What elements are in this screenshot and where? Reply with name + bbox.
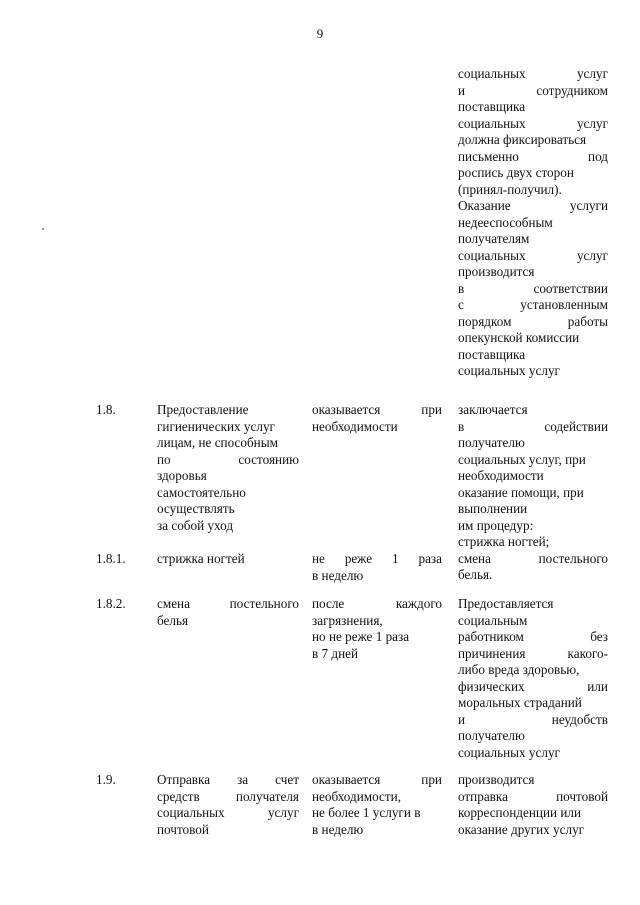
text-line: им процедур:	[458, 517, 534, 533]
text-line: в содействии	[458, 418, 608, 434]
text-line: в неделю	[312, 567, 364, 583]
text-line: социальных услуг	[458, 744, 560, 760]
text-line: и неудобств	[458, 711, 608, 727]
text-line: но не реже 1 раза	[312, 629, 410, 644]
text-line: необходимости,	[312, 788, 402, 804]
description-1-8-2	[458, 596, 608, 761]
text-line: за собой уход	[157, 517, 234, 533]
text-line: выполнении	[458, 501, 528, 516]
text-line: стрижка ногтей;	[458, 534, 550, 549]
row-number-1-9: 1.9.	[96, 772, 116, 787]
text-line: после каждого	[312, 596, 442, 611]
text-line: моральных страданий	[458, 695, 582, 710]
text-line: корреспонденции или	[458, 805, 582, 820]
text-line: почтовой	[157, 821, 209, 837]
page-number: 9	[316, 26, 324, 41]
text-line: оказание других услуг	[458, 821, 585, 837]
text-line: физических или	[458, 678, 608, 694]
text-line: должна фиксироваться	[458, 132, 587, 147]
text-line: производится	[458, 264, 535, 279]
text-line: с установленным	[458, 297, 608, 312]
text-line: социальных услуг	[157, 805, 299, 820]
text-line: самостоятельно	[157, 484, 246, 500]
text-line: и сотрудником	[458, 82, 608, 98]
text-line: производится	[458, 772, 535, 787]
text-line: гигиенических услуг	[157, 418, 275, 434]
description-1-8	[458, 402, 608, 584]
text-line: опекунской комиссии	[458, 330, 580, 345]
text-line: (принял-получил).	[458, 181, 562, 197]
service-name-1-9	[157, 772, 299, 838]
text-line: в 7 дней	[312, 645, 359, 661]
service-name-1-8-2	[157, 596, 299, 629]
text-line: получателям	[458, 231, 530, 246]
text-line: не более 1 услуги в	[312, 805, 421, 820]
text-line: в соответствии	[458, 280, 608, 296]
text-line: социальным	[458, 612, 528, 628]
text-line: получателю	[458, 435, 525, 450]
text-line: не реже 1 раза	[312, 551, 442, 566]
text-line: белья	[157, 612, 189, 628]
text-line: либо вреда здоровью,	[458, 662, 580, 677]
text-line: в неделю	[312, 821, 364, 837]
text-line: причинения какого-	[458, 645, 608, 661]
text-line: получателю	[458, 728, 525, 743]
text-line: поставщика	[458, 99, 526, 114]
text-line: Отправка за счет	[157, 772, 299, 787]
frequency-1-8	[312, 402, 442, 435]
text-line: белья.	[458, 567, 493, 582]
text-line: оказание помощи, при	[458, 484, 584, 500]
text-line: социальных услуг, при	[458, 451, 586, 467]
text-line: необходимости	[312, 418, 398, 434]
text-line: работником без	[458, 629, 608, 644]
text-line: по состоянию	[157, 451, 299, 467]
text-line: стрижка ногтей	[157, 551, 245, 566]
text-line: роспись двух сторон	[458, 165, 574, 180]
frequency-1-8-1	[312, 551, 442, 584]
text-line: социальных услуг	[458, 66, 608, 81]
text-line: необходимости	[458, 468, 544, 483]
text-line: заключается	[458, 402, 528, 417]
text-line: лицам, не способным	[157, 435, 278, 450]
text-line: смена постельного	[157, 596, 299, 611]
text-line: оказывается при	[312, 402, 442, 417]
row-number-1-8: 1.8.	[96, 402, 116, 417]
continuation-description-cell	[458, 66, 608, 380]
text-line: оказывается при	[312, 772, 442, 787]
text-line: порядком работы	[458, 313, 608, 329]
service-name-1-8-1	[157, 551, 299, 568]
scan-speck	[42, 228, 44, 230]
frequency-1-8-2	[312, 596, 442, 662]
text-line: социальных услуг	[458, 247, 608, 263]
text-line: поставщика	[458, 346, 526, 362]
text-line: загрязнения,	[312, 612, 383, 628]
text-line: средств получателя	[157, 788, 299, 804]
text-line: Предоставляется	[458, 596, 554, 611]
frequency-1-9	[312, 772, 442, 838]
text-line: Предоставление	[157, 402, 249, 417]
description-1-9	[458, 772, 608, 838]
text-line: смена постельного	[458, 550, 608, 566]
text-line: социальных услуг	[458, 115, 608, 131]
text-line: здоровья	[157, 468, 207, 483]
text-line: осуществлять	[157, 501, 235, 516]
text-line: отправка почтовой	[458, 788, 608, 804]
text-line: социальных услуг	[458, 363, 560, 378]
text-line: письменно под	[458, 148, 608, 164]
row-number-1-8-1: 1.8.1.	[96, 551, 126, 566]
text-line: Оказание услуги	[458, 198, 608, 213]
service-name-1-8	[157, 402, 299, 534]
row-number-1-8-2: 1.8.2.	[96, 596, 126, 611]
text-line: недееспособным	[458, 214, 553, 230]
